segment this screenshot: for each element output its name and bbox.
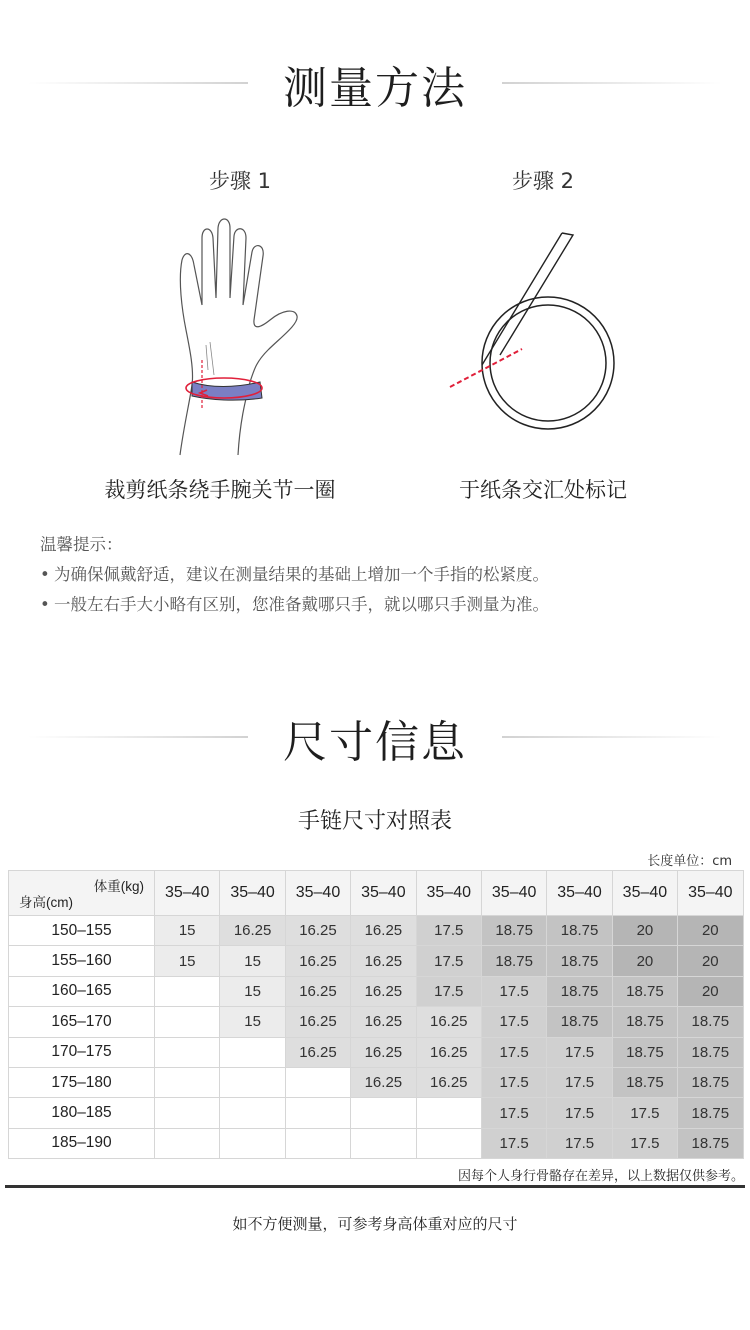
size-table-title: 手链尺寸对照表 — [297, 809, 452, 834]
weight-header-cell: 35–40 — [481, 871, 546, 916]
footnote: 因每个人身行骨骼存在差异，以上数据仅供参考。 — [457, 1169, 744, 1184]
tip-item: • 一般左右手大小略有区别，您准备戴哪只手，就以哪只手测量为准。 — [40, 595, 549, 614]
size-cell: 20 — [612, 946, 677, 976]
table-row — [9, 1128, 744, 1158]
size-cell — [155, 1037, 220, 1067]
size-cell: 17.5 — [547, 1067, 612, 1097]
size-cell: 16.25 — [351, 1067, 416, 1097]
size-cell: 16.25 — [351, 946, 416, 976]
weight-header-cell: 35–40 — [220, 871, 285, 916]
weight-axis-label: 体重(kg) — [93, 879, 144, 894]
weight-header-cell: 35–40 — [678, 871, 743, 916]
size-cell — [220, 1098, 285, 1128]
size-cell: 17.5 — [612, 1098, 677, 1128]
size-cell — [220, 1037, 285, 1067]
bottom-note: 如不方便测量，可参考身高体重对应的尺寸 — [232, 1215, 518, 1233]
size-cell: 20 — [678, 916, 743, 946]
paper-loop-illustration — [440, 225, 630, 450]
size-cell: 20 — [678, 976, 743, 1006]
size-cell: 16.25 — [285, 1037, 350, 1067]
size-cell: 17.5 — [481, 1067, 546, 1097]
section-divider — [5, 1185, 745, 1188]
size-cell: 18.75 — [612, 1067, 677, 1097]
table-row — [9, 1037, 744, 1067]
size-cell: 17.5 — [416, 976, 481, 1006]
size-cell: 17.5 — [481, 1128, 546, 1158]
size-cell — [155, 1007, 220, 1037]
size-cell: 15 — [155, 946, 220, 976]
title-divider-left — [28, 82, 248, 84]
size-cell: 17.5 — [481, 976, 546, 1006]
size-cell: 15 — [220, 976, 285, 1006]
size-cell: 18.75 — [481, 946, 546, 976]
size-cell: 17.5 — [416, 946, 481, 976]
title-divider-right — [502, 736, 722, 738]
table-row — [9, 1067, 744, 1097]
size-cell — [155, 1098, 220, 1128]
size-cell: 18.75 — [678, 1128, 743, 1158]
size-cell: 18.75 — [678, 1098, 743, 1128]
size-cell: 18.75 — [612, 976, 677, 1006]
size-cell: 17.5 — [547, 1098, 612, 1128]
size-cell — [220, 1128, 285, 1158]
tips-heading: 温馨提示： — [40, 535, 123, 554]
weight-header-cell: 35–40 — [351, 871, 416, 916]
size-cell: 20 — [678, 946, 743, 976]
size-cell — [155, 1067, 220, 1097]
size-cell: 17.5 — [481, 1007, 546, 1037]
section-title-text: 尺寸信息 — [283, 717, 467, 768]
size-cell — [285, 1128, 350, 1158]
size-cell: 18.75 — [612, 1037, 677, 1067]
size-cell: 18.75 — [547, 1007, 612, 1037]
intersection-mark — [450, 349, 522, 387]
height-row-header: 170–175 — [9, 1037, 155, 1067]
height-row-header: 180–185 — [9, 1098, 155, 1128]
size-cell: 17.5 — [547, 1128, 612, 1158]
size-cell: 18.75 — [678, 1067, 743, 1097]
size-cell: 16.25 — [285, 916, 350, 946]
weight-header-cell: 35–40 — [612, 871, 677, 916]
table-header-row — [9, 871, 744, 916]
height-row-header: 175–180 — [9, 1067, 155, 1097]
size-cell: 16.25 — [285, 976, 350, 1006]
size-cell: 16.25 — [351, 916, 416, 946]
tip-item: • 为确保佩戴舒适，建议在测量结果的基础上增加一个手指的松紧度。 — [40, 565, 549, 584]
size-cell: 16.25 — [351, 1007, 416, 1037]
table-row — [9, 1098, 744, 1128]
step2-label: 步骤 2 — [511, 169, 575, 193]
weight-header-cell: 35–40 — [155, 871, 220, 916]
size-cell: 18.75 — [547, 976, 612, 1006]
size-cell — [285, 1098, 350, 1128]
size-cell: 16.25 — [351, 976, 416, 1006]
table-row — [9, 1007, 744, 1037]
title-divider-right — [502, 82, 722, 84]
step1-caption: 裁剪纸条绕手腕关节一圈 — [104, 478, 336, 502]
size-cell: 15 — [220, 946, 285, 976]
size-cell: 16.25 — [220, 916, 285, 946]
table-corner-cell — [9, 871, 155, 916]
hand-wrist-illustration — [150, 210, 320, 460]
table-row — [9, 976, 744, 1006]
size-cell: 16.25 — [416, 1067, 481, 1097]
weight-header-cell: 35–40 — [547, 871, 612, 916]
size-table — [8, 870, 744, 1159]
tips-block — [40, 530, 549, 620]
size-cell — [155, 976, 220, 1006]
table-row — [9, 946, 744, 976]
weight-header-cell: 35–40 — [285, 871, 350, 916]
title-divider-left — [28, 736, 248, 738]
size-cell — [155, 1128, 220, 1158]
size-cell: 18.75 — [547, 946, 612, 976]
size-cell: 18.75 — [678, 1007, 743, 1037]
size-cell: 17.5 — [547, 1037, 612, 1067]
size-cell: 18.75 — [481, 916, 546, 946]
size-cell: 16.25 — [416, 1007, 481, 1037]
size-cell: 17.5 — [481, 1098, 546, 1128]
step2-caption: 于纸条交汇处标记 — [459, 478, 627, 502]
size-cell: 16.25 — [285, 1007, 350, 1037]
size-cell: 16.25 — [416, 1037, 481, 1067]
size-cell: 17.5 — [416, 916, 481, 946]
height-row-header: 150–155 — [9, 916, 155, 946]
size-cell: 15 — [220, 1007, 285, 1037]
size-cell — [351, 1098, 416, 1128]
table-row — [9, 916, 744, 946]
size-cell: 16.25 — [285, 946, 350, 976]
size-cell: 18.75 — [612, 1007, 677, 1037]
size-cell: 17.5 — [612, 1128, 677, 1158]
unit-label: 长度单位：cm — [647, 854, 732, 869]
step1-label: 步骤 1 — [208, 169, 272, 193]
size-cell: 17.5 — [481, 1037, 546, 1067]
section-title-text: 测量方法 — [283, 63, 467, 114]
size-cell — [285, 1067, 350, 1097]
size-cell: 15 — [155, 916, 220, 946]
size-cell: 18.75 — [547, 916, 612, 946]
size-cell — [416, 1098, 481, 1128]
section-title-size — [0, 706, 750, 766]
height-axis-label: 身高(cm) — [19, 895, 73, 910]
height-row-header: 160–165 — [9, 976, 155, 1006]
size-cell: 20 — [612, 916, 677, 946]
size-cell — [351, 1128, 416, 1158]
section-title-measure — [0, 52, 750, 112]
size-cell: 18.75 — [678, 1037, 743, 1067]
weight-header-cell: 35–40 — [416, 871, 481, 916]
height-row-header: 165–170 — [9, 1007, 155, 1037]
size-cell: 16.25 — [351, 1037, 416, 1067]
height-row-header: 185–190 — [9, 1128, 155, 1158]
size-cell — [416, 1128, 481, 1158]
height-row-header: 155–160 — [9, 946, 155, 976]
size-cell — [220, 1067, 285, 1097]
